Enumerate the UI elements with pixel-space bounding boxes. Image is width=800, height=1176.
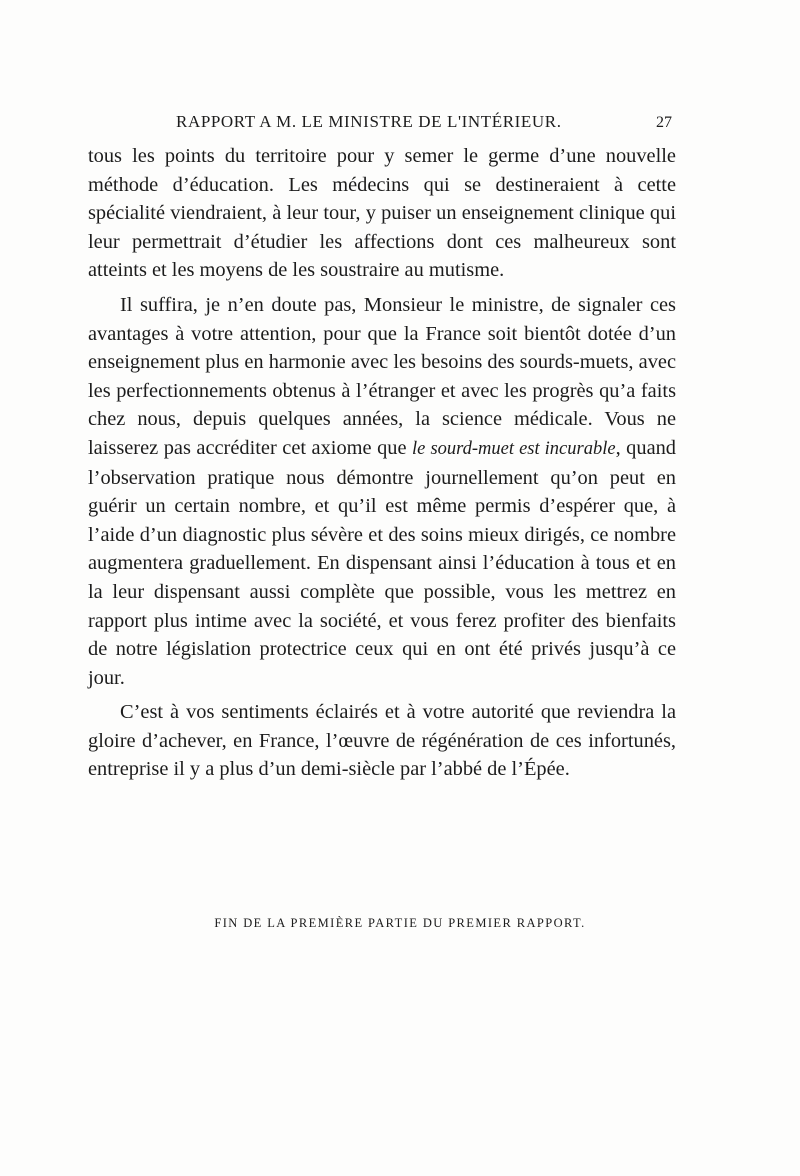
paragraph-1: tous les points du territoire pour y semer le germe d’une nouvelle méthode d’éducation. Les médecins qui se destineraient à cette spécialité viendraient, à leur tour, y puiser un enseignement clinique qui leur permettrait d’étudier les affections dont ces malheureux sont atteints et les moyens de les soustraire au mutisme. — [88, 145, 676, 282]
italic-axiom: le sourd-muet est incurable — [412, 438, 616, 459]
running-title: RAPPORT A M. LE MINISTRE DE L'INTÉRIEUR. — [176, 112, 562, 131]
paragraph-2-text-after: , quand l’observation pratique nous démontre journellement qu’on peut en guérir un certain nombre, et qu’il est même permis d’espérer que, à l’aide d’un diagnostic plus sévère et des soins mieux dirigés, ce nombre augmentera graduellement. En dispensant ainsi l’éducation à tous et en la leur dispensant aussi complète que possible, vous les mettrez en rapport plus intime avec la société, et vous ferez profiter des bienfaits de notre législation protectrice ceux qui en ont été privés jusqu’à ce jour. — [88, 436, 677, 689]
page-number: 27 — [656, 114, 672, 131]
body-text — [88, 142, 676, 784]
paragraph-3: C’est à vos sentiments éclairés et à votre autorité que reviendra la gloire d’achever, en France, l’œuvre de régénération de ces infortunés, entreprise il y a plus d’un demi-siècle par l’abbé de l’Épée. — [88, 701, 676, 781]
paragraph-2-text-before: Il suffira, je n’en doute pas, Monsieur le ministre, de signaler ces avantages à votre attention, pour que la France soit bientôt dotée d’un enseignement plus en harmonie avec les besoins des sourds-muets, avec les perfectionnements obtenus à l’étranger et avec les progrès qu’a faits chez nous, depuis quelques années, la science médicale. Vous ne laisserez pas accréditer cet axiome que — [88, 293, 676, 459]
paragraph-2 — [88, 291, 676, 692]
running-head — [88, 112, 686, 136]
end-note: FIN DE LA PREMIÈRE PARTIE DU PREMIER RAPPORT. — [214, 916, 586, 930]
